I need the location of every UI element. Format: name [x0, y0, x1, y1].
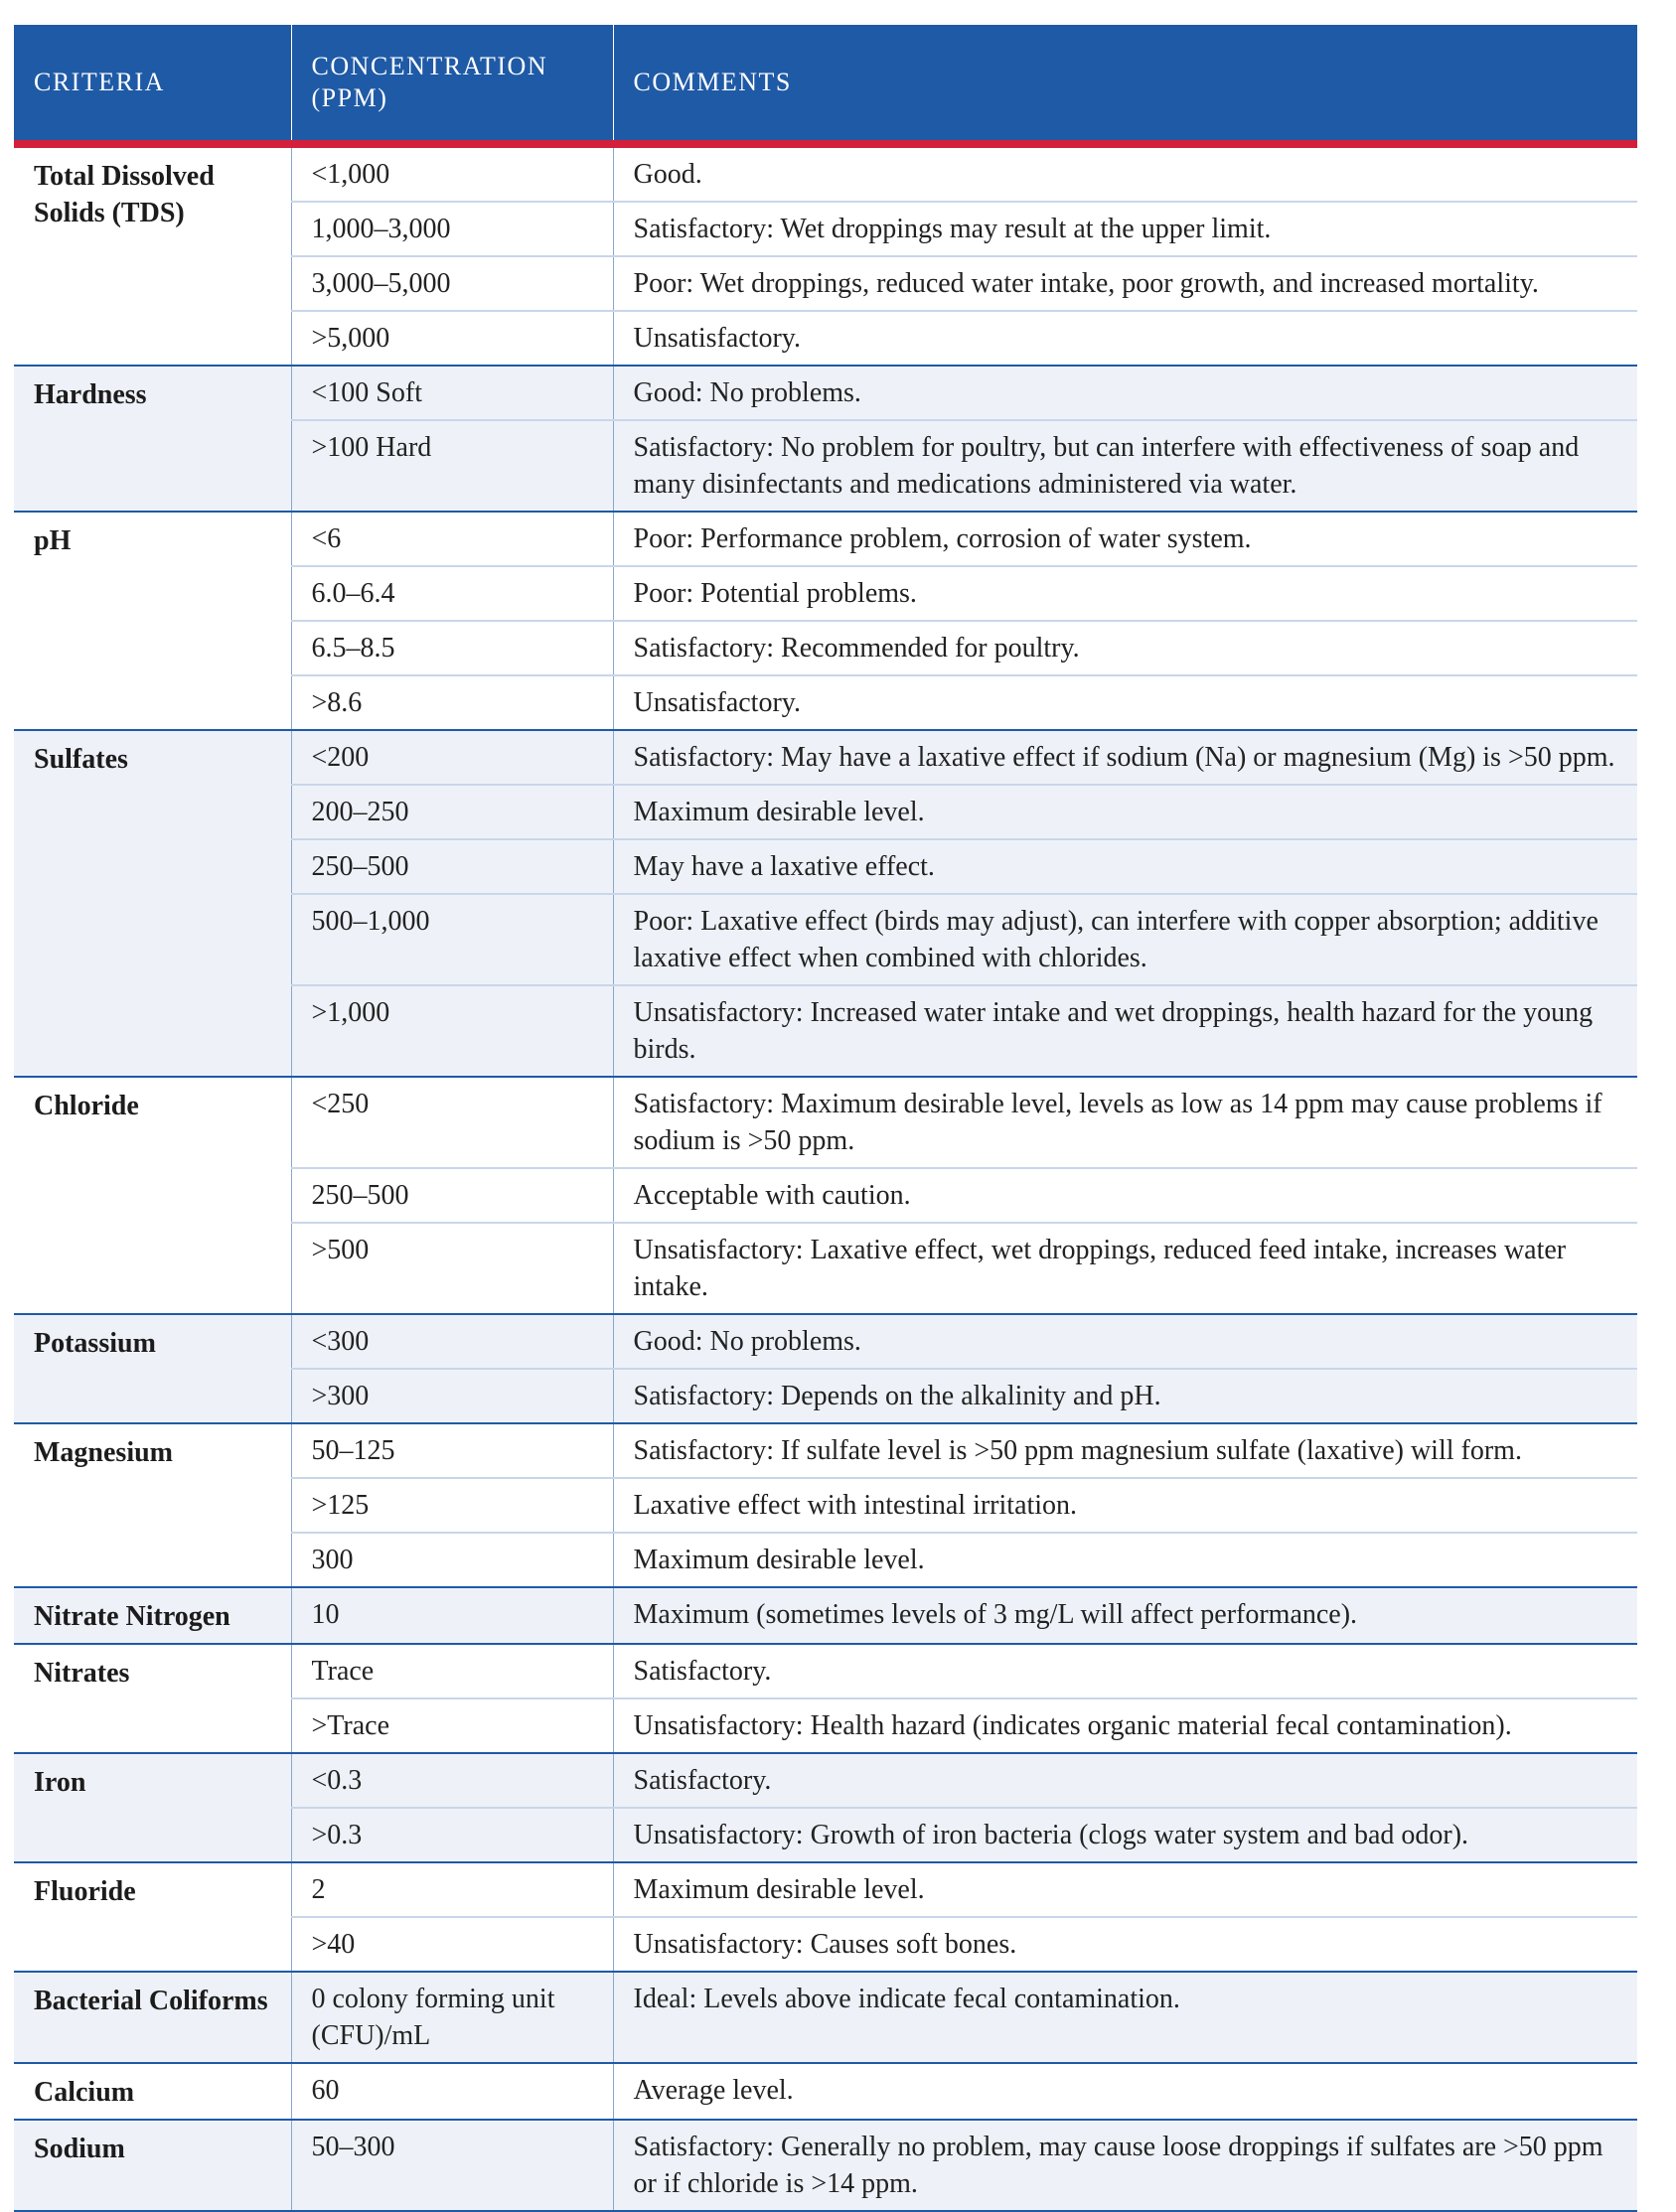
criteria-group — [14, 1314, 1637, 1423]
criteria-cell: Fluoride — [14, 1862, 291, 1972]
table-row — [14, 144, 1637, 202]
comment-cell: Ideal: Levels above indicate fecal contamination. — [613, 1972, 1637, 2063]
table-row — [14, 1423, 1637, 1478]
concentration-cell: 300 — [291, 1533, 613, 1587]
criteria-cell: Calcium — [14, 2063, 291, 2120]
criteria-cell: pH — [14, 512, 291, 730]
comment-cell: Good. — [613, 144, 1637, 202]
comment-cell: Unsatisfactory. — [633, 687, 801, 718]
concentration-cell: <100 Soft — [291, 366, 613, 420]
comment-cell: Unsatisfactory: Growth of iron bacteria (clogs water system and bad odor). — [613, 1808, 1637, 1862]
concentration-cell: >125 — [291, 1478, 613, 1533]
concentration-cell: 10 — [291, 1587, 613, 1644]
header-comments: COMMENTS — [613, 25, 1637, 144]
criteria-group — [14, 1644, 1637, 1753]
criteria-cell: Hardness — [14, 366, 291, 512]
concentration-cell: 200–250 — [291, 785, 613, 839]
criteria-group — [14, 1753, 1637, 1862]
concentration-cell: <6 — [291, 512, 613, 566]
water-quality-table — [14, 25, 1637, 2212]
concentration-cell: 3,000–5,000 — [291, 256, 613, 311]
table-row — [14, 2120, 1637, 2211]
comment-cell: Satisfactory. — [613, 1644, 1637, 1698]
header-criteria: CRITERIA — [14, 25, 291, 144]
table-row — [14, 1644, 1637, 1698]
comment-cell: Satisfactory: No problem for poultry, but can interfere with effectiveness of soap and many disinfectants and medications administered via water. — [613, 420, 1637, 512]
comment-cell: Unsatisfactory: Causes soft bones. — [633, 1929, 1017, 1960]
criteria-group — [14, 1972, 1637, 2063]
criteria-group — [14, 144, 1637, 366]
criteria-group — [14, 366, 1637, 512]
table-row — [14, 730, 1637, 785]
criteria-group — [14, 1077, 1637, 1314]
concentration-cell: 50–300 — [291, 2120, 613, 2211]
comment-cell: Unsatisfactory. — [633, 323, 801, 354]
comment-cell: Poor: Performance problem, corrosion of water system. — [613, 512, 1637, 566]
concentration-cell: >1,000 — [291, 985, 613, 1077]
table-row — [14, 1862, 1637, 1917]
comment-cell: Satisfactory: May have a laxative effect if sodium (Na) or magnesium (Mg) is >50 ppm. — [613, 730, 1637, 785]
concentration-cell: >40 — [291, 1917, 613, 1972]
concentration-cell: <300 — [291, 1314, 613, 1369]
comment-cell: Good: No problems. — [613, 366, 1637, 420]
comment-cell: Satisfactory: Maximum desirable level, levels as low as 14 ppm may cause problems if sodium is >50 ppm. — [613, 1077, 1637, 1168]
comment-cell: Satisfactory: Recommended for poultry. — [613, 621, 1637, 675]
concentration-cell: 0 colony forming unit (CFU)/mL — [291, 1972, 613, 2063]
comment-cell: Satisfactory. — [613, 1753, 1637, 1808]
comment-cell: Maximum (sometimes levels of 3 mg/L will affect performance). — [613, 1587, 1637, 1644]
table-row — [14, 1587, 1637, 1644]
criteria-cell: Total Dissolved Solids (TDS) — [14, 144, 291, 366]
concentration-cell: 1,000–3,000 — [291, 202, 613, 256]
concentration-cell: 250–500 — [291, 839, 613, 894]
comment-cell: Satisfactory: If sulfate level is >50 ppm magnesium sulfate (laxative) will form. — [613, 1423, 1637, 1478]
concentration-cell: >500 — [291, 1223, 613, 1314]
criteria-cell: Bacterial Coliforms — [14, 1972, 291, 2063]
table-row — [14, 1077, 1637, 1168]
concentration-cell: <1,000 — [291, 144, 613, 202]
criteria-cell: Sodium — [14, 2120, 291, 2211]
concentration-cell: 250–500 — [291, 1168, 613, 1223]
concentration-cell: 500–1,000 — [291, 894, 613, 985]
criteria-group — [14, 1862, 1637, 1972]
comment-cell: Poor: Wet droppings, reduced water intake, poor growth, and increased mortality. — [613, 256, 1637, 311]
criteria-group — [14, 2120, 1637, 2211]
table-row — [14, 366, 1637, 420]
comment-cell: Maximum desirable level. — [613, 785, 1637, 839]
concentration-cell: >8.6 — [291, 675, 613, 730]
concentration-cell: 2 — [291, 1862, 613, 1917]
concentration-cell: 6.0–6.4 — [291, 566, 613, 621]
concentration-cell: >Trace — [291, 1698, 613, 1753]
criteria-cell: Nitrates — [14, 1644, 291, 1753]
comment-cell: Unsatisfactory: Laxative effect, wet droppings, reduced feed intake, increases water intake. — [633, 1235, 1567, 1302]
concentration-cell: >100 Hard — [291, 420, 613, 512]
criteria-cell: Iron — [14, 1753, 291, 1862]
concentration-cell: <0.3 — [291, 1753, 613, 1808]
criteria-group — [14, 730, 1637, 1077]
table-row — [14, 1972, 1637, 2063]
concentration-cell: <250 — [291, 1077, 613, 1168]
table-header — [14, 25, 1637, 144]
comment-cell: Satisfactory: Generally no problem, may cause loose droppings if sulfates are >50 ppm or if chloride is >14 ppm. — [613, 2120, 1637, 2211]
comment-cell: Good: No problems. — [613, 1314, 1637, 1369]
comment-cell: Poor: Laxative effect (birds may adjust), can interfere with copper absorption; additive laxative effect when combined with chlorides. — [613, 894, 1637, 985]
concentration-cell: Trace — [291, 1644, 613, 1698]
criteria-group — [14, 2063, 1637, 2120]
criteria-cell: Potassium — [14, 1314, 291, 1423]
concentration-cell: 60 — [291, 2063, 613, 2120]
table-row — [14, 1314, 1637, 1369]
criteria-group — [14, 1423, 1637, 1587]
concentration-cell: >5,000 — [291, 311, 613, 366]
concentration-cell: >300 — [291, 1369, 613, 1423]
criteria-cell: Sulfates — [14, 730, 291, 1077]
comment-cell: Satisfactory: Wet droppings may result at the upper limit. — [613, 202, 1637, 256]
water-quality-document — [14, 25, 1637, 2212]
concentration-cell: 6.5–8.5 — [291, 621, 613, 675]
comment-cell: Satisfactory: Depends on the alkalinity and pH. — [613, 1369, 1637, 1423]
concentration-cell: <200 — [291, 730, 613, 785]
comment-cell: May have a laxative effect. — [613, 839, 1637, 894]
concentration-cell: 50–125 — [291, 1423, 613, 1478]
table-row — [14, 512, 1637, 566]
comment-cell: Unsatisfactory: Increased water intake and wet droppings, health hazard for the young birds. — [613, 985, 1637, 1077]
header-concentration: CONCENTRATION (PPM) — [291, 25, 613, 144]
criteria-cell: Nitrate Nitrogen — [14, 1587, 291, 1644]
header-row — [14, 25, 1637, 144]
table-row — [14, 2063, 1637, 2120]
criteria-cell: Magnesium — [14, 1423, 291, 1587]
comment-cell: Unsatisfactory: Health hazard (indicates organic material fecal contamination). — [633, 1710, 1512, 1741]
comment-cell: Poor: Potential problems. — [613, 566, 1637, 621]
criteria-cell: Chloride — [14, 1077, 291, 1314]
comment-cell: Maximum desirable level. — [613, 1862, 1637, 1917]
comment-cell: Maximum desirable level. — [633, 1545, 925, 1575]
table-row — [14, 1753, 1637, 1808]
comment-cell: Laxative effect with intestinal irritation. — [613, 1478, 1637, 1533]
concentration-cell: >0.3 — [291, 1808, 613, 1862]
comment-cell: Average level. — [613, 2063, 1637, 2120]
criteria-group — [14, 1587, 1637, 1644]
criteria-group — [14, 512, 1637, 730]
comment-cell: Acceptable with caution. — [613, 1168, 1637, 1223]
